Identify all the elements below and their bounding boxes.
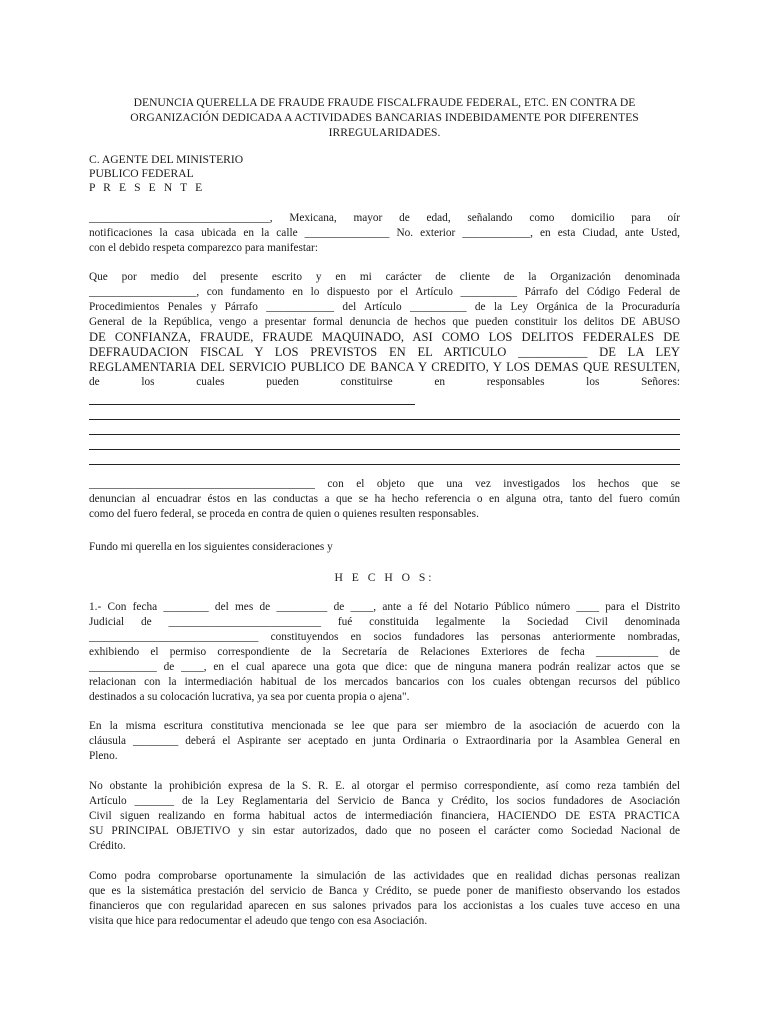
paragraph-line: No obstante la prohibición expresa de la S. R. E. al otorgar el permiso correspondiente, así como reza también del (89, 780, 680, 792)
complaint-continuation (89, 477, 680, 522)
paragraph-line: ___________________, con fundamento en lo dispuesto por el Artículo __________ Párrafo del Código Federal de (89, 286, 680, 298)
paragraph-line: notificaciones la casa ubicada en la calle _______________ No. exterior ____________, en esta Ciudad, ante Usted, (89, 227, 680, 239)
blank-line (89, 464, 680, 465)
paragraph-line: REGLAMENTARIA DEL SERVICIO PUBLICO DE BANCA Y CREDITO, Y LOS DEMAS QUE RESULTEN, (89, 360, 680, 374)
paragraph-line: denuncian al encuadrar éstos en las conductas a que se ha hecho referencia o en alguna otra, tanto del fuero común (89, 493, 680, 505)
paragraph-line: Judicial de ___________________________ fué constituida legalmente la Sociedad Civil denominada (89, 616, 680, 628)
addressee-line: C. AGENTE DEL MINISTERIO (89, 153, 244, 166)
paragraph-line: ______________________________ constituyendos en socios fundadores las personas anteriormente nombradas, (89, 631, 680, 643)
hecho-1-paragraph (89, 600, 680, 705)
paragraph-line: Crédito. (89, 840, 126, 852)
hechos-heading: H E C H O S: (334, 571, 435, 584)
document-title (89, 95, 680, 140)
paragraph-line: financieros que con regularidad aparecen en sus salones privados para los accionistas a los cuales tuve acceso en una (89, 900, 680, 912)
paragraph-line: En la misma escritura constitutiva mencionada se lee que para ser miembro de la asociación de acuerdo con la (89, 720, 680, 732)
paragraph-line: DE CONFIANZA, FRAUDE, FRAUDE MAQUINADO, ASI COMO LOS DELITOS FEDERALES DE (89, 330, 680, 344)
hecho-3-paragraph (89, 779, 680, 854)
addressee-line: P R E S E N T E (89, 181, 205, 194)
intro-paragraph (89, 211, 680, 256)
hecho-2-paragraph (89, 719, 680, 764)
paragraph-line: Que por medio del presente escrito y en mi carácter de cliente de la Organización denominada (89, 271, 680, 283)
paragraph-line: Pleno. (89, 750, 118, 762)
blank-line (89, 434, 680, 435)
paragraph-line: Como podra comprobarse oportunamente la simulación de las actividades que en realidad dichas personas realizan (89, 870, 680, 882)
document-body (89, 0, 680, 1024)
complaint-paragraph (89, 270, 680, 390)
paragraph-line: que es la sistemática prestación del servicio de Banca y Crédito, se puede poner de manifiesto observando los estados (89, 885, 680, 897)
blank-line (89, 449, 680, 450)
paragraph-line: relacionan con la intermediación habitual de los mercados bancarios con los cuales obtengan recursos del público (89, 676, 680, 688)
paragraph-line: destinados a su colocación lucrativa, ya sea por cuenta propia o ajena". (89, 691, 410, 703)
blank-line (89, 404, 415, 405)
hecho-4-paragraph (89, 869, 680, 929)
paragraph-line: exhibiendo el permiso correspondiente de la Secretaría de Relaciones Exteriores de fecha ___________ de (89, 646, 680, 658)
addressee-line: PUBLICO FEDERAL (89, 167, 194, 180)
paragraph-line: ________________________________, Mexicana, mayor de edad, señalando como domicilio para oír (89, 212, 680, 224)
paragraph-line: General de la República, vengo a presentar formal denuncia de hechos que pueden constituir los delitos DE ABUSO (89, 316, 680, 328)
paragraph-line: ________________________________________ con el objeto que una vez investigados los hechos que se (89, 478, 680, 490)
fundo-paragraph: Fundo mi querella en los siguientes consideraciones y (89, 541, 333, 553)
paragraph-line: DEFRAUDACION FISCAL Y LOS PREVISTOS EN EL ARTICULO ___________ DE LA LEY (89, 345, 680, 359)
paragraph-line: de los cuales pueden constituirse en responsables los Señores: (89, 376, 680, 388)
paragraph-line: 1.- Con fecha ________ del mes de _________ de ____, ante a fé del Notario Público número ____ para el Distrito (89, 601, 680, 613)
title-line: IRREGULARIDADES. (328, 126, 441, 139)
paragraph-line: como del fuero federal, se proceda en contra de quien o quienes resulten responsables. (89, 508, 479, 520)
paragraph-line: con el debido respeta comparezco para manifestar: (89, 242, 318, 254)
paragraph-line: cláusula ________ deberá el Aspirante ser aceptado en junta Ordinaria o Extraordinaria por la Asamblea General en (89, 735, 680, 747)
paragraph-line: Artículo _______ de la Ley Reglamentaria del Servicio de Banca y Crédito, los socios fundadores de Asociación (89, 795, 680, 807)
title-line: DENUNCIA QUERELLA DE FRAUDE FRAUDE FISCALFRAUDE FEDERAL, ETC. EN CONTRA DE (133, 96, 636, 109)
blank-line (89, 419, 680, 420)
paragraph-line: Procedimientos Penales y Párrafo ____________ del Artículo __________ de la Ley Orgánica de la Procuraduría (89, 301, 680, 313)
paragraph-line: visita que hice para redocumentar el adeudo que tengo con esa Asociación. (89, 915, 428, 927)
addressee-block (89, 153, 243, 195)
paragraph-line: Civil siguen realizando en forma habitual actos de intermediación financiera, HACIENDO DE ESTA PRACTICA (89, 810, 680, 822)
title-line: ORGANIZACIÓN DEDICADA A ACTIVIDADES BANCARIAS INDEBIDAMENTE POR DIFERENTES (130, 111, 639, 124)
paragraph-line: SU PRINCIPAL OBJETIVO y sin estar autorizados, dado que no poseen el carácter como Sociedad Nacional de (89, 825, 680, 837)
paragraph-line: ____________ de ____, en el cual aparece una gota que dice: que de ninguna manera podrán realizar actos que se (89, 661, 680, 673)
